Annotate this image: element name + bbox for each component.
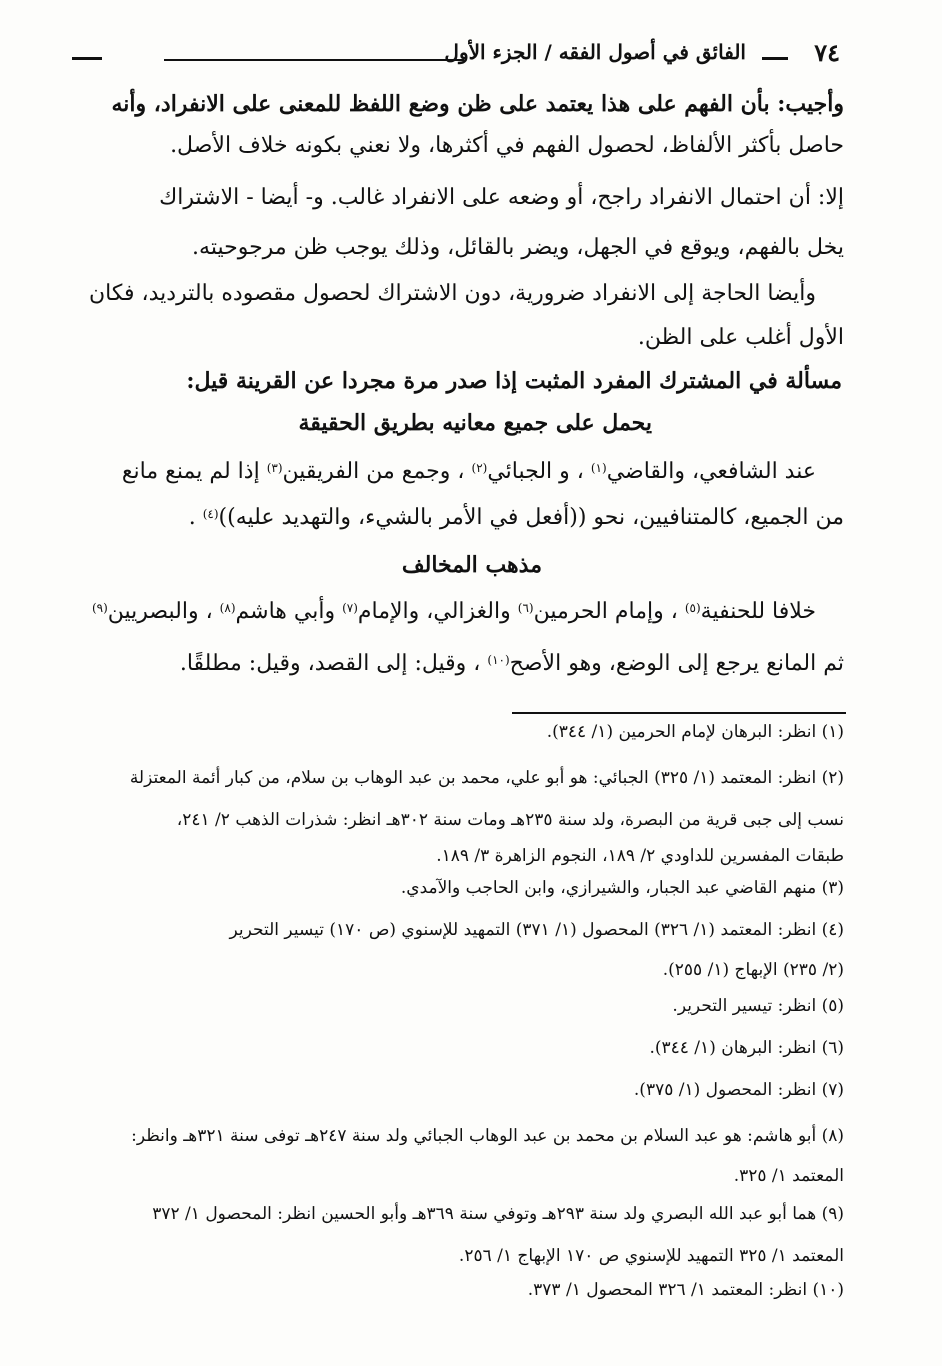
footnote-ref: (٦) bbox=[517, 601, 534, 615]
text-run: وأبي هاشم bbox=[235, 599, 336, 624]
footnote-separator bbox=[512, 712, 846, 714]
text-run: إذا لم يمنع مانع bbox=[121, 459, 260, 484]
footnote-line: (٧) انظر: المحصول (١/ ٣٧٥). bbox=[633, 1080, 844, 1100]
footnote-line: المعتمد ١/ ٣٢٥. bbox=[733, 1166, 844, 1186]
header-rule bbox=[72, 57, 102, 60]
section-subheading: يحمل على جميع معانيه بطريق الحقيقة bbox=[298, 410, 652, 436]
footnote-line: طبقات المفسرين للداودي ٢/ ١٨٩، النجوم الزاهرة ٣/ ١٨٩. bbox=[436, 846, 844, 866]
page-header bbox=[72, 38, 840, 74]
page-number: ٧٤ bbox=[814, 38, 840, 67]
text-run: ، وإمام الحرمين bbox=[533, 599, 678, 624]
text-run: ، وقيل: إلى القصد، وقيل: مطلقًا. bbox=[179, 651, 481, 676]
footnote-line: (٦) انظر: البرهان (١/ ٣٤٤). bbox=[649, 1038, 844, 1058]
footnote-line: (٢) انظر: المعتمد (١/ ٣٢٥) الجبائي: هو أبو علي، محمد بن عبد الوهاب بن سلام، من كبار أئمة المعتزلة bbox=[129, 768, 844, 788]
text-run: . bbox=[188, 505, 196, 530]
footnote-ref: (٩) bbox=[91, 601, 108, 615]
body-line: حاصل بأكثر الألفاظ، لحصول الفهم في أكثرها، ولا نعني بكونه خلاف الأصل. bbox=[170, 133, 844, 158]
text-run: ، وجمع من الفريقين bbox=[282, 459, 465, 484]
text-run: خلافا للحنفية bbox=[700, 599, 816, 624]
running-title: الفائق في أصول الفقه / الجزء الأول bbox=[444, 40, 746, 64]
text-run: ، و الجبائي bbox=[487, 459, 584, 484]
body-line bbox=[189, 498, 844, 538]
footnote-line: (١٠) انظر: المعتمد ١/ ٣٢٦ المحصول ١/ ٣٧٣. bbox=[527, 1280, 844, 1300]
footnote-line: (٨) أبو هاشم: هو عبد السلام بن محمد بن عبد الوهاب الجبائي ولد سنة ٢٤٧هـ توفى سنة ٣٢١هـ وانظر: bbox=[131, 1126, 844, 1146]
footnote-line: (٣) منهم القاضي عبد الجبار، والشيرازي، وابن الحاجب والآمدي. bbox=[400, 878, 844, 898]
body-line: الأول أغلب على الظن. bbox=[637, 325, 844, 350]
footnote-ref: (٧) bbox=[342, 601, 358, 615]
text-run: من الجميع، كالمتنافيين، نحو ((أفعل في الأمر بالشيء، والتهديد عليه)) bbox=[218, 505, 844, 530]
footnote-line: (٥) انظر: تيسير التحرير. bbox=[672, 996, 844, 1016]
body-line bbox=[180, 644, 844, 684]
footnote-ref: (٤) bbox=[202, 507, 219, 521]
footnote-ref: (١) bbox=[590, 461, 607, 475]
footnote-ref: (٢) bbox=[471, 461, 488, 475]
footnote-line: المعتمد ١/ ٣٢٥ التمهيد للإسنوي ص ١٧٠ الإبهاج ١/ ٢٥٦. bbox=[458, 1246, 844, 1266]
body-line: وأجيب: بأن الفهم على هذا يعتمد على ظن وضع اللفظ للمعنى على الانفراد، وأنه bbox=[111, 91, 844, 117]
header-rule bbox=[762, 57, 788, 60]
text-run: والغزالي، والإمام bbox=[357, 599, 511, 624]
footnote-ref: (٣) bbox=[266, 461, 283, 475]
footnote-ref: (٥) bbox=[684, 601, 701, 615]
footnote-line: (١) انظر: البرهان لإمام الحرمين (١/ ٣٤٤). bbox=[546, 722, 844, 742]
body-line: يخل بالفهم، ويوقع في الجهل، ويضر بالقائل، وذلك يوجب ظن مرجوحيته. bbox=[192, 235, 844, 260]
header-rule bbox=[164, 59, 464, 61]
footnote-line: (٩) هما أبو عبد الله البصري ولد سنة ٢٩٣هـ وتوفي سنة ٣٦٩هـ وأبو الحسين انظر: المحصول ١/ ٣٧٢ bbox=[152, 1204, 844, 1224]
text-run: ، والبصريين bbox=[107, 599, 213, 624]
body-line bbox=[92, 592, 816, 632]
body-line bbox=[122, 452, 816, 492]
section-heading: مذهب المخالف bbox=[401, 552, 542, 578]
footnote-line: نسب إلى جبى قرية من البصرة، ولد سنة ٢٣٥هـ ومات سنة ٣٠٢هـ انظر: شذرات الذهب ٢/ ٢٤١، bbox=[176, 810, 844, 830]
body-line: وأيضا الحاجة إلى الانفراد ضرورية، دون الاشتراك لحصول مقصوده بالترديد، فكان bbox=[89, 281, 816, 306]
footnote-ref: (١٠) bbox=[487, 653, 510, 667]
text-run: ثم المانع يرجع إلى الوضع، وهو الأصح bbox=[509, 651, 844, 676]
body-line: إلا: أن احتمال الانفراد راجح، أو وضعه على الانفراد غالب. و- أيضا - الاشتراك bbox=[159, 185, 844, 210]
text-run: عند الشافعي، والقاضي bbox=[606, 459, 816, 484]
section-heading: مسألة في المشترك المفرد المثبت إذا صدر مرة مجردا عن القرينة قيل: bbox=[186, 368, 842, 394]
footnote-line: (٤) انظر: المعتمد (١/ ٣٢٦) المحصول (١/ ٣٧١) التمهيد للإسنوي (ص ١٧٠) تيسير التحرير bbox=[229, 920, 844, 940]
footnote-line: (٢/ ٢٣٥) الإبهاج (١/ ٢٥٥). bbox=[662, 960, 844, 980]
footnote-ref: (٨) bbox=[219, 601, 236, 615]
